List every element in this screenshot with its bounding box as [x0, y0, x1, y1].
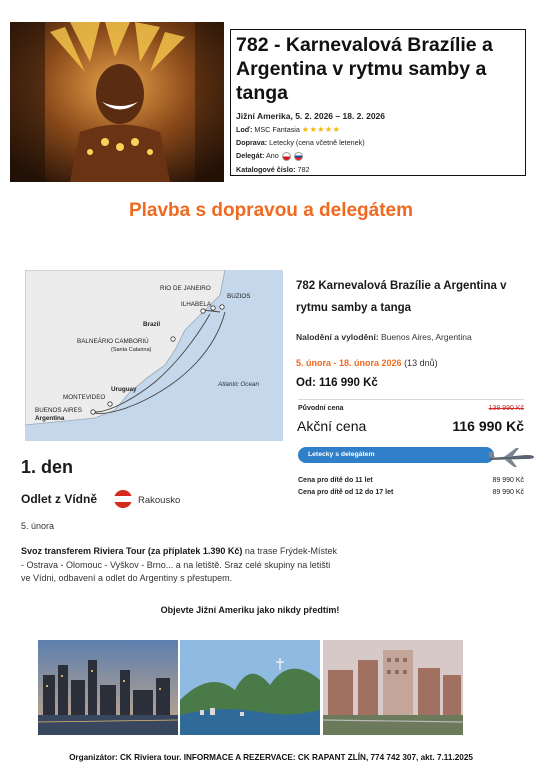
map-label-argentina: Argentina [35, 415, 65, 422]
country-label: Rakousko [138, 495, 181, 506]
dates-line [296, 358, 536, 368]
slogan: Objevte Jižní Ameriku jako nikdy předtím! [160, 605, 340, 615]
rio-de-janeiro-photo [180, 640, 320, 735]
ship-label: Loď: [236, 125, 253, 134]
airplane-icon [486, 446, 536, 468]
trip-info-box [230, 29, 526, 176]
transfer-paragraph [21, 545, 341, 586]
map-label-santa-catarina: (Santa Catarina) [111, 347, 152, 353]
divider [298, 399, 524, 400]
child-price-value: 89 990 Kč [492, 489, 524, 496]
catalog-label: Katalogové číslo: [236, 164, 296, 174]
from-price: Od: 116 990 Kč [296, 377, 378, 389]
ship-line [236, 125, 520, 134]
map-label-rio: RIO DE JANEIRO [160, 285, 211, 292]
map-label-atlantic: Atlantic Ocean [218, 381, 259, 388]
slovak-flag-icon [294, 152, 303, 161]
transport-value: Letecky (cena včetně letenek) [269, 138, 365, 147]
montevideo-photo [323, 640, 463, 735]
map-label-buzios: BUZIOS [227, 293, 251, 300]
action-price: 116 990 Kč [452, 418, 524, 434]
day-date: 5. února [21, 521, 55, 531]
departure-heading: Odlet z Vídně [21, 492, 98, 506]
austria-flag-icon [114, 490, 132, 508]
transport-label: Doprava: [236, 138, 268, 147]
delegate-value: Ano [265, 151, 279, 160]
child-price-row [298, 477, 524, 484]
offer-title: 782 Karnevalová Brazílie a Argentina v rytmu samby a tanga [296, 280, 507, 314]
footer-note: Organizátor: CK Riviera tour. INFORMACE A REZERVACE: CK RAPANT ZLÍN, 774 742 307, akt. 7.11.2025 [69, 753, 473, 762]
delegate-line [236, 151, 520, 161]
rating-stars: ★★★★★ [301, 125, 341, 134]
catalog-line [236, 165, 520, 174]
map-label-montevideo: MONTEVIDEO [63, 394, 106, 401]
original-price-label: Původní cena [298, 405, 344, 412]
day-title: 1. den [21, 457, 74, 477]
map-label-brazil: Brazil [143, 321, 161, 328]
embark-line [296, 332, 536, 342]
transfer-text: na trase Frýdek-Místek - Ostrava - Olomouc - Vyškov - Brno... a na letiště. Sraz celé skupiny na letišti ve Vídni, odbavení a odlet do Argentiny s přestupem. [21, 546, 337, 583]
dates-duration: (13 dnů) [404, 358, 438, 368]
original-price: 139 990 Kč [488, 405, 524, 412]
child-price-row [298, 489, 524, 496]
map-label-ilhabela: ILHABELA [181, 301, 212, 308]
map-label-buenos-aires: BUENOS AIRES [35, 407, 82, 414]
delegate-label: Delegát: [236, 151, 265, 160]
dates-range: 5. února - 18. února 2026 [296, 358, 402, 368]
action-price-label: Akční cena [297, 418, 367, 434]
map-label-uruguay: Uruguay [111, 386, 137, 393]
map-label-camboriu: BALNEÁRIO CAMBORIÚ [77, 338, 149, 345]
embark-label: Nalodění a vylodění: [296, 332, 379, 342]
route-map [25, 270, 283, 441]
catalog-value: 782 [297, 164, 310, 174]
czech-flag-icon [282, 152, 291, 161]
trip-subtitle: Jižní Amerika, 5. 2. 2026 – 18. 2. 2026 [236, 111, 386, 121]
buenos-aires-photo [38, 640, 178, 735]
transport-line [236, 138, 520, 147]
ship-value: MSC Fantasia [254, 125, 300, 134]
headline: Plavba s dopravou a delegátem [128, 200, 414, 221]
child-price-label: Cena pro dítě od 12 do 17 let [298, 489, 394, 496]
child-price-label: Cena pro dítě do 11 let [298, 477, 373, 484]
flight-delegate-bar[interactable]: Letecky s delegátem [298, 447, 494, 463]
carnival-photo [10, 22, 224, 182]
child-price-value: 89 990 Kč [492, 477, 524, 484]
embark-value: Buenos Aires, Argentina [381, 332, 472, 342]
trip-title: 782 - Karnevalová Brazílie a Argentina v rytmu samby a tanga [236, 34, 493, 104]
transfer-bold: Svoz transferem Riviera Tour (za příplatek 1.390 Kč) [21, 546, 243, 556]
